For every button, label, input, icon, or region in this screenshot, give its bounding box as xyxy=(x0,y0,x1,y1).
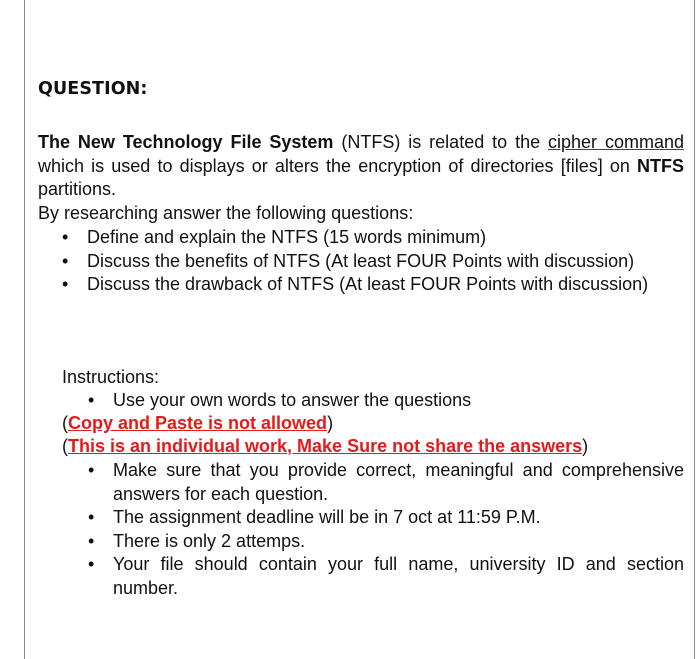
instruction-item-text: There is only 2 attemps. xyxy=(113,530,306,551)
right-margin-line xyxy=(694,0,695,659)
intro-after-title: (NTFS) is related to the xyxy=(333,132,549,152)
bullet-icon: • xyxy=(88,554,95,574)
bullet-icon: • xyxy=(88,507,95,527)
question-list xyxy=(62,226,648,297)
intro-after-link: which is used to displays or alters the encryption of directories [files] on xyxy=(38,155,637,176)
intro-bold-ntfs: NTFS xyxy=(637,155,684,176)
instruction-list xyxy=(88,459,684,600)
list-item xyxy=(88,553,684,600)
bullet-icon: • xyxy=(62,250,69,271)
intro-bold-title: The New Technology File System xyxy=(38,132,334,152)
warning-copy-paste-text: Copy and Paste is not allowed xyxy=(68,413,328,433)
instructions-title: Instructions: xyxy=(62,367,160,387)
bullet-icon: • xyxy=(88,460,95,480)
question-heading: QUESTION: xyxy=(38,79,148,99)
instruction-first-item xyxy=(88,389,471,413)
instruction-item-text: Your file should contain your full name, university ID and section number. xyxy=(113,554,684,598)
list-item xyxy=(62,226,648,250)
question-item-text: Discuss the benefits of NTFS (At least FOUR Points with discussion) xyxy=(87,250,635,271)
bullet-icon: • xyxy=(88,530,95,551)
question-item-text: Define and explain the NTFS (15 words minimum) xyxy=(87,227,487,247)
instruction-first-text: Use your own words to answer the questions xyxy=(113,390,472,410)
intro-ending: partitions. xyxy=(38,179,117,199)
instruction-item-text: The assignment deadline will be in 7 oct at 11:59 P.M. xyxy=(113,507,541,527)
question-item-text: Discuss the drawback of NTFS (At least FOUR Points with discussion) xyxy=(87,274,649,294)
list-item xyxy=(62,250,648,274)
question-intro xyxy=(38,131,684,202)
list-item xyxy=(88,506,684,530)
bullet-icon: • xyxy=(62,274,69,294)
cipher-command-text: cipher command xyxy=(548,132,684,152)
instruction-item-text: Make sure that you provide correct, meaningful and comprehensive answers for each question. xyxy=(113,460,684,504)
bullet-icon: • xyxy=(88,390,95,410)
list-item xyxy=(88,530,684,554)
list-item xyxy=(62,273,648,297)
warning-copy-paste: (Copy and Paste is not allowed) xyxy=(62,413,334,433)
bullet-icon: • xyxy=(62,227,69,247)
left-margin-line xyxy=(24,0,25,659)
warning-individual-work: (This is an individual work, Make Sure not share the answers) xyxy=(62,436,589,456)
list-item xyxy=(88,459,684,506)
warning-individual-text: This is an individual work, Make Sure not share the answers xyxy=(68,436,583,456)
research-line: By researching answer the following questions: xyxy=(38,203,414,223)
